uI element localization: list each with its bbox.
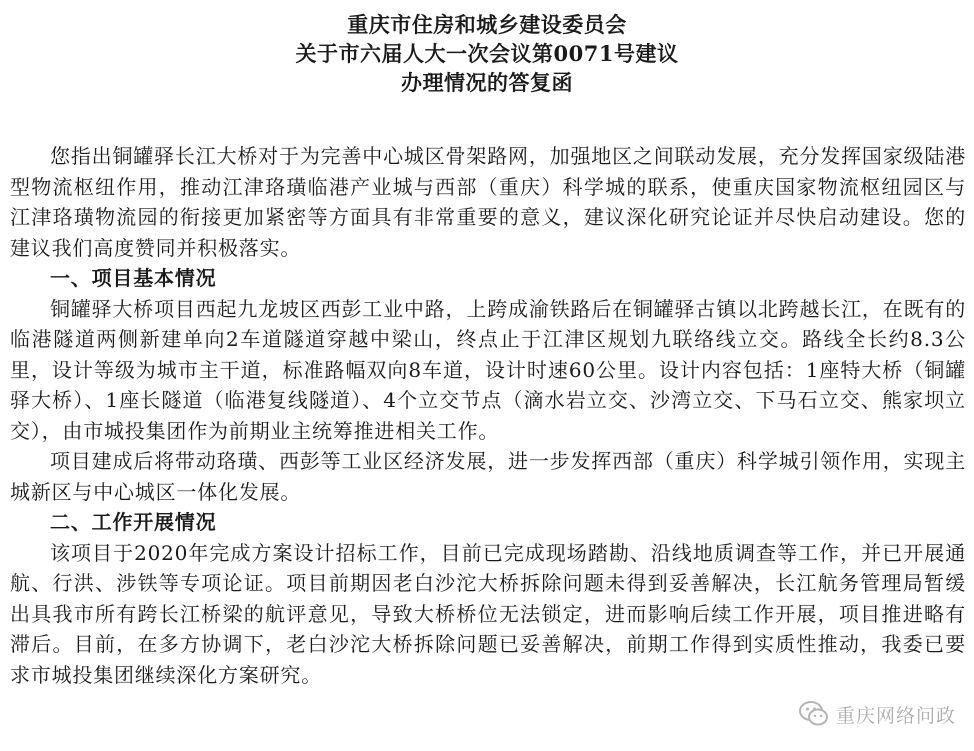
title-line-1: 重庆市住房和城乡建设委员会	[347, 12, 627, 37]
section-2-paragraph-1: 该项目于2020年完成方案设计招标工作，目前已完成现场踏勘、沿线地质调查等工作，并已开展通航、行洪、涉铁等专项论证。项目前期因老白沙沱大桥拆除问题未得到妥善解决，长江航务管理局暂缓出具我市所有跨长江桥梁的航评意见，导致大桥桥位无法锁定，进而影响后续工作开展，项目推进略有滞后。目前，在多方协调下，老白沙沱大桥拆除问题已妥善解决，前期工作得到实质性推动，我委已要求市城投集团继续深化方案研究。	[10, 540, 966, 687]
watermark	[798, 698, 956, 730]
letter-body	[10, 141, 966, 690]
section-1-heading: 一、项目基本情况	[50, 266, 217, 290]
section-1-paragraph-1: 铜罐驿大桥项目西起九龙坡区西彭工业中路，上跨成渝铁路后在铜罐驿古镇以北跨越长江，在既有的临港隧道两侧新建单向2车道隧道穿越中梁山，终点止于江津区规划九联络线立交。路线全长约8.3公里，设计等级为城市主干道，标准路幅双向8车道，设计时速60公里。设计内容包括：1座特大桥（铜罐驿大桥）、1座长隧道（临港复线隧道）、4个立交节点（滴水岩立交、沙湾立交、下马石立交、熊家坝立交），由市城投集团作为前期业主统筹推进相关工作。	[10, 296, 966, 443]
section-2-heading: 二、工作开展情况	[50, 510, 217, 534]
watermark-text: 重庆网络问政	[836, 704, 957, 727]
section-1-paragraph-2: 项目建成后将带动珞璜、西彭等工业区经济发展，进一步发挥西部（重庆）科学城引领作用，实现主城新区与中心城区一体化发展。	[10, 449, 966, 504]
title-line-2: 关于市六届人大一次会议第0071号建议	[295, 41, 679, 66]
intro-paragraph: 您指出铜罐驿长江大桥对于为完善中心城区骨架路网，加强地区之间联动发展，充分发挥国家级陆港型物流枢纽作用，推动江津珞璜临港产业城与西部（重庆）科学城的联系，使重庆国家物流枢纽园区与江津珞璜物流园的衔接更加紧密等方面具有非常重要的意义，建议深化研究论证并尽快启动建设。您的建议我们高度赞同并积极落实。	[10, 144, 966, 260]
title-line-3: 办理情况的答复函	[401, 70, 573, 95]
letter-title	[0, 10, 974, 97]
wechat-icon	[798, 698, 830, 730]
